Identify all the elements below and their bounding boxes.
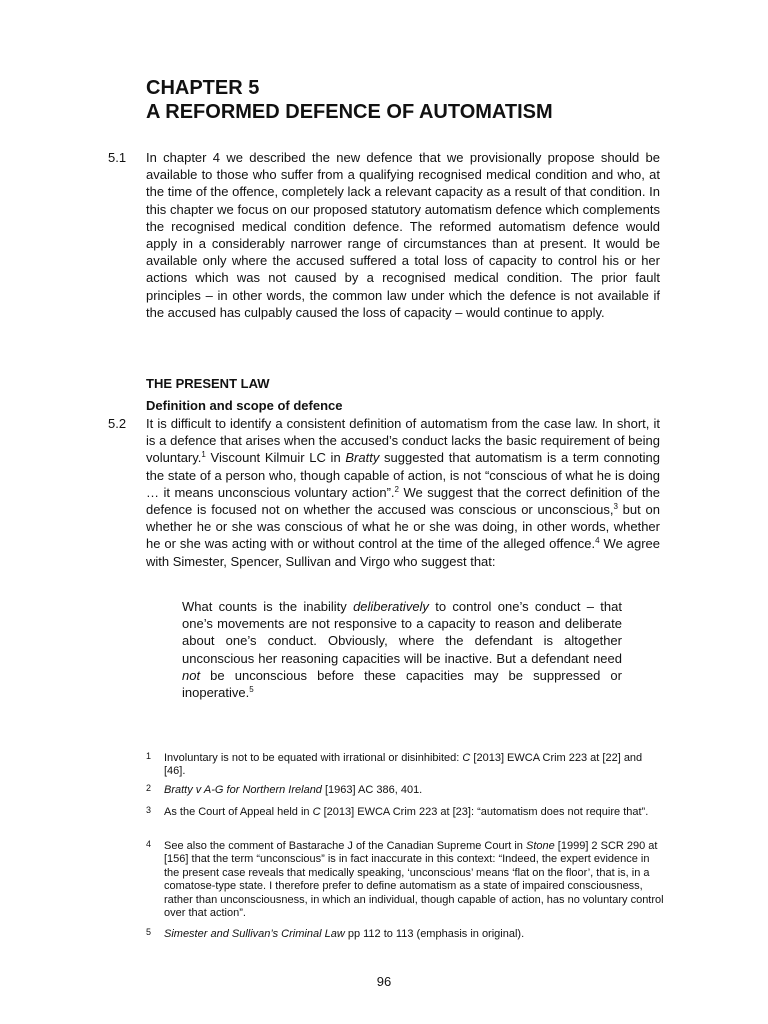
chapter-heading [146, 76, 553, 124]
paragraph-number-5-1: 5.1 [108, 150, 127, 165]
footnote-text-part: [2013] EWCA Crim 223 at [22] and [46]. [164, 752, 643, 778]
footnote-2 [146, 784, 666, 797]
case-name: C [312, 806, 321, 818]
case-name: Stone [525, 840, 555, 852]
footnote-text-part: [1999] 2 SCR 290 at [156] that the term “unconscious” is in fact inaccurate in this context: “Indeed, the expert evidence in the present case reveals that medically speaking, ‘unconscious’ means ‘flat on the floor’, that is, in a comatose-type state. I therefore prefer to define automatism as a state of impaired consciousness, rather than unconsciousness, in which an individual, though capable of action, has no voluntary control over that action”. [164, 840, 664, 920]
footnote-ref-4[interactable]: 4 [595, 536, 600, 546]
paragraph-5-1: In chapter 4 we described the new defence that we provisionally propose should be available to those who suffer from a qualifying recognised medical condition and who, at the time of the offence, completely lack a relevant capacity as a result of that condition. In this chapter we focus on our proposed statutory automatism defence which complements the recognised medical condition defence. The reformed automatism defence would apply in a considerably narrower range of circumstances than at present. It would be available only where the accused suffered a total loss of capacity to control his or her actions which was not caused by a recognised medical condition. The prior fault principles – in other words, the common law under which the defence is not available if the accused has culpably caused the loss of capacity – would continue to apply. [146, 150, 660, 320]
footnote-ref-3[interactable]: 3 [613, 502, 618, 512]
footnote-ref-2[interactable]: 2 [394, 484, 399, 494]
para-text: but on whether he or she was conscious of what he or she was doing, in other words, whether he or she was acting with or without control at the time of the alleged offence. [146, 502, 660, 552]
case-name: Bratty [345, 450, 380, 466]
footnote-text [164, 784, 666, 797]
footnote-mark: 3 [146, 805, 152, 815]
quote-text: to control one’s conduct – that one’s movements are not responsive to a capacity to reason and deliberate about one’s conduct. Obviously, where the defendant is altogether unconscious her reasoning capacities will be inactive. But a defendant need [182, 599, 622, 666]
footnote-text-part: [2013] EWCA Crim 223 at [23]: “automatism does not require that”. [320, 806, 649, 818]
quote-text: What counts is the inability [182, 599, 354, 614]
footnote-text-part: [1963] AC 386, 401. [321, 784, 423, 796]
footnote-text [164, 840, 666, 920]
footnote-text-part: As the Court of Appeal held in [164, 806, 313, 818]
case-name: Bratty v A-G for Northern Ireland [164, 784, 322, 796]
section-heading-present-law: THE PRESENT LAW [146, 376, 270, 391]
paragraph-number-5-2: 5.2 [108, 416, 127, 431]
footnote-mark: 2 [146, 783, 152, 793]
footnote-text [164, 752, 666, 779]
footnote-text-part: pp 112 to 113 (emphasis in original). [344, 928, 525, 940]
footnote-mark: 1 [146, 751, 152, 761]
footnote-4 [146, 840, 666, 920]
quote-emphasis: not [182, 667, 201, 683]
para-text: We agree with Simester, Spencer, Sullivan and Virgo who suggest that: [146, 536, 660, 569]
footnote-mark: 4 [146, 839, 152, 849]
block-quote [182, 598, 622, 701]
footnote-text-part: Involuntary is not to be equated with irrational or disinhibited: [164, 752, 463, 764]
quote-text: be unconscious before these capacities may be suppressed or inoperative. [182, 667, 622, 701]
chapter-title: A REFORMED DEFENCE OF AUTOMATISM [146, 101, 553, 123]
footnote-1 [146, 752, 666, 779]
footnote-text-part: See also the comment of Bastarache J of the Canadian Supreme Court in [164, 840, 526, 852]
book-title: Simester and Sullivan’s Criminal Law [164, 928, 345, 940]
para-text: It is difficult to identify a consistent definition of automatism from the case law. In short, it is a defence that arises when the accused’s conduct lacks the basic requirement of being voluntary. [146, 416, 660, 466]
footnote-ref-1[interactable]: 1 [201, 450, 206, 460]
para-text: Viscount Kilmuir LC in [205, 450, 346, 466]
para-text: suggested that automatism is a term connoting the state of a person who, though capable of action, is not “conscious of what he is doing … it means unconscious voluntary action”. [146, 450, 660, 500]
subsection-heading-definition: Definition and scope of defence [146, 398, 343, 413]
footnote-text [164, 928, 666, 941]
case-name: C [462, 752, 471, 764]
footnote-3 [146, 806, 666, 819]
paragraph-5-2 [146, 415, 660, 570]
footnote-mark: 5 [146, 927, 152, 937]
footnote-5 [146, 928, 666, 941]
footnote-ref-5[interactable]: 5 [249, 685, 254, 695]
chapter-number: CHAPTER 5 [146, 77, 260, 99]
page-number: 96 [376, 974, 392, 989]
quote-emphasis: deliberatively [353, 599, 429, 614]
para-text: We suggest that the correct definition of the defence is focused not on whether the accused was conscious or unconscious, [146, 484, 660, 518]
footnote-text [164, 806, 666, 819]
